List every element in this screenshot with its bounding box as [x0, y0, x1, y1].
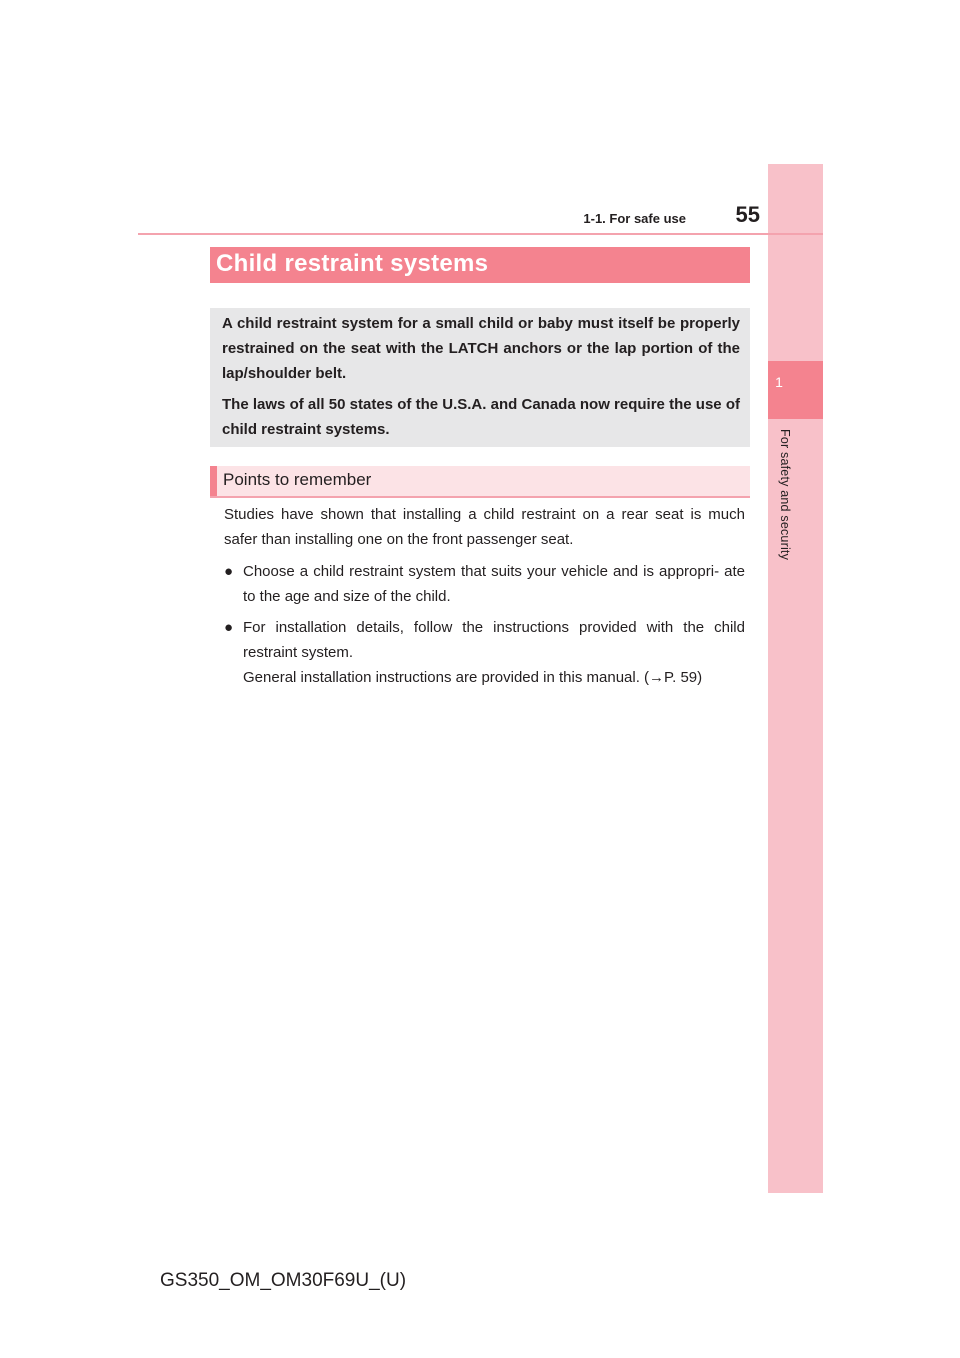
- subheading-bar: [210, 466, 750, 498]
- intro-paragraph-1: A child restraint system for a small child or baby must itself be properly restrained on the seat with the LATCH anchors or the lap portion of the lap/shoulder belt.: [222, 315, 740, 382]
- page-number: 55: [735, 202, 760, 227]
- bullet-text: Choose a child restraint system that suits your vehicle and is appropri- ate to the age and size of the child.: [243, 563, 745, 605]
- intro-paragraph-2: The laws of all 50 states of the U.S.A. and Canada now require the use of child restraint systems.: [222, 396, 740, 438]
- bullet-text: For installation details, follow the instructions provided with the child restraint system.: [243, 619, 745, 661]
- bullet-dot: ●: [224, 563, 234, 580]
- header-rule: [138, 233, 823, 235]
- section-label: 1-1. For safe use: [583, 211, 686, 226]
- subheading-accent: [210, 466, 217, 496]
- intro-box: [210, 308, 750, 447]
- chapter-number-block: [768, 361, 823, 419]
- bullet-text-continued: General installation instructions are provided in this manual. (→P. 59): [243, 669, 703, 686]
- subheading: Points to remember: [223, 470, 372, 489]
- page-title: Child restraint systems: [216, 250, 489, 277]
- title-bar: [210, 247, 750, 283]
- body-paragraph: Studies have shown that installing a child restraint on a rear seat is much safer than installing one on the front passenger seat.: [224, 506, 745, 548]
- chapter-number: 1: [775, 374, 783, 390]
- bullet-dot: ●: [224, 619, 234, 636]
- footer-doc-code: GS350_OM_OM30F69U_(U): [160, 1270, 407, 1291]
- chapter-side-tab: [768, 164, 823, 1193]
- chapter-label: For safety and security: [778, 429, 792, 561]
